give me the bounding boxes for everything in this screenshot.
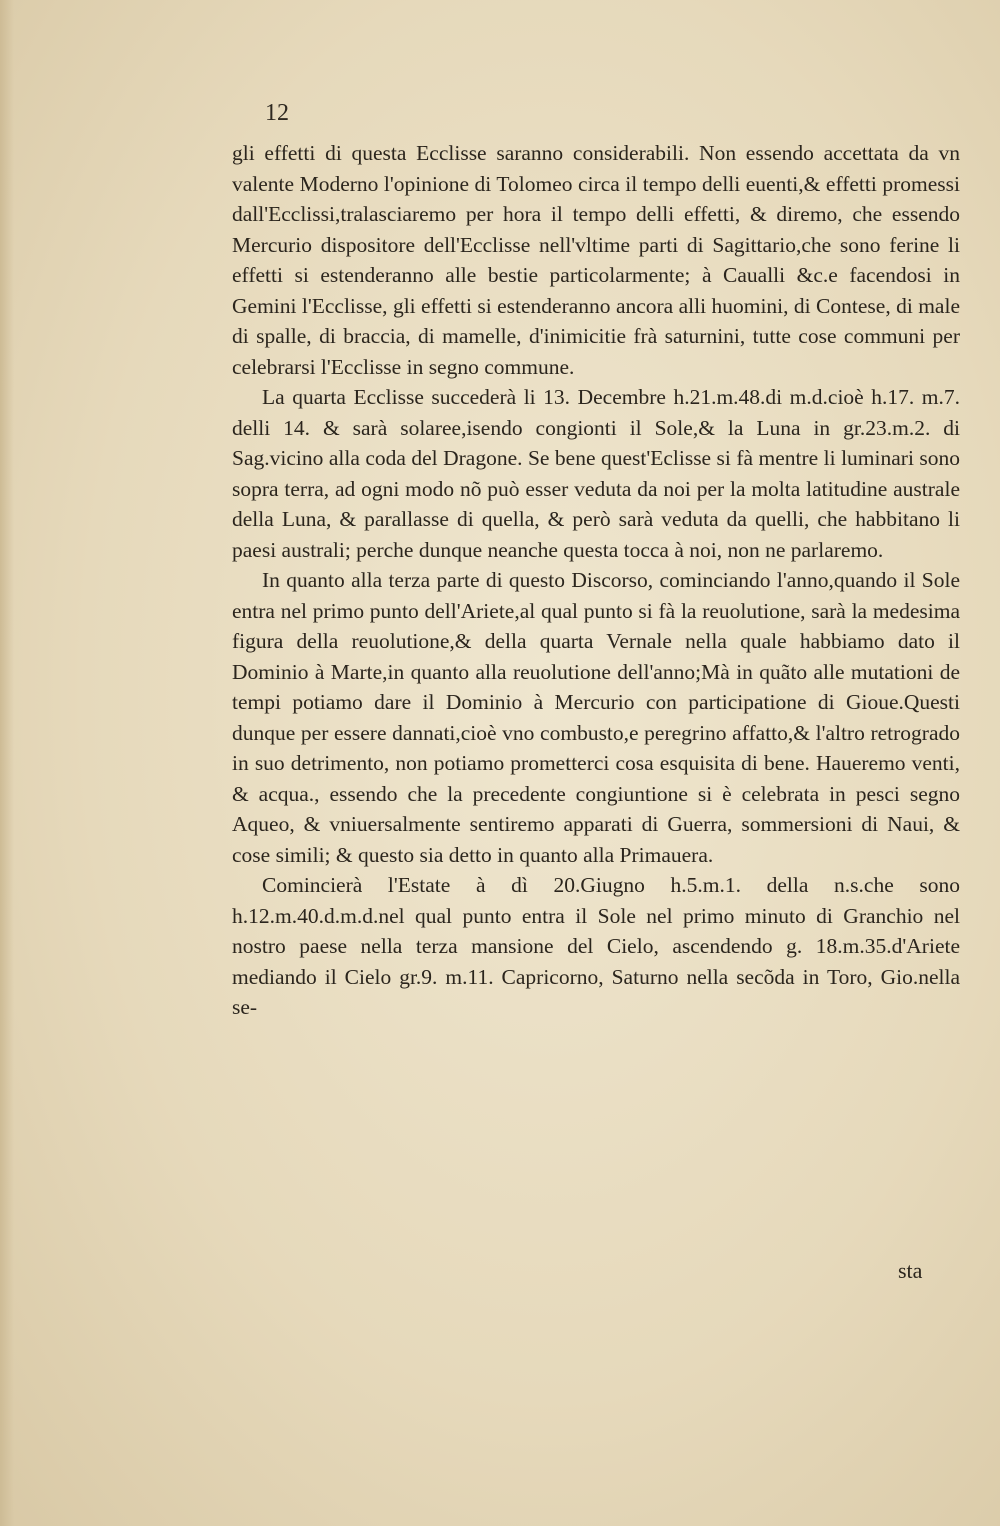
- paragraph-1: gli effetti di questa Ecclisse saranno considerabili. Non essendo accettata da vn valente Moderno l'opinione di Tolomeo circa il tempo delli euenti,& effetti promessi dall'Ecclissi,tralasciaremo per hora il tempo delli effetti, & diremo, che essendo Mercurio dispositore dell'Ecclisse nell'vltime parti di Sagittario,che sono ferine li effetti si estenderanno alle bestie particolarmente; à Caualli &c.e facendosi in Gemini l'Ecclisse, gli effetti si estenderanno ancora alli huomini, di Contese, di male di spalle, di braccia, di mamelle, d'inimicitie frà saturnini, tutte cose communi per celebrarsi l'Ecclisse in segno commune.: [232, 141, 960, 379]
- paragraph-4: Comincierà l'Estate à dì 20.Giugno h.5.m.1. della n.s.che sono h.12.m.40.d.m.d.nel qual punto entra il Sole nel primo minuto di Granchio nel nostro paese nella terza mansione del Cielo, ascendendo g. 18.m.35.d'Ariete mediando il Cielo gr.9. m.11. Capricorno, Saturno nella secõda in Toro, Gio.nella se-: [232, 873, 960, 1019]
- page-spine-shadow: [0, 0, 14, 1526]
- body-text: [232, 138, 960, 1023]
- paragraph-2: La quarta Ecclisse succederà li 13. Decembre h.21.m.48.di m.d.cioè h.17. m.7. delli 14. & sarà solaree,isendo congionti il Sole,& la Luna in gr.23.m.2. di Sag.vicino alla coda del Dragone. Se bene quest'Eclisse si fà mentre li luminari sono sopra terra, ad ogni modo nõ può esser veduta da noi per la molta latitudine australe della Luna, & parallasse di quella, & però sarà veduta da quelli, che habbitano li paesi australi; perche dunque neanche questa tocca à noi, non ne parlaremo.: [232, 385, 960, 562]
- catchword: sta: [898, 1258, 923, 1283]
- paragraph-3: In quanto alla terza parte di questo Discorso, cominciando l'anno,quando il Sole entra nel primo punto dell'Ariete,al qual punto si fà la reuolutione, sarà la medesima figura della reuolutione,& della quarta Vernale nella quale habbiamo dato il Dominio à Marte,in quanto alla reuolutione dell'anno;Mà in quãto alle mutationi de tempi potiamo dare il Dominio à Mercurio con participatione di Gioue.Questi dunque per essere dannati,cioè vno combusto,e peregrino affatto,& l'altro retrogrado in suo detrimento, non potiamo prometterci cosa esquisita di bene. Haueremo venti, & acqua., essendo che la precedente congiuntione si è celebrata in pesci segno Aqueo, & vniuersalmente sentiremo apparati di Guerra, sommersioni di Naui, & cose simili; & questo sia detto in quanto alla Primauera.: [232, 568, 960, 867]
- page-number: 12: [265, 100, 289, 126]
